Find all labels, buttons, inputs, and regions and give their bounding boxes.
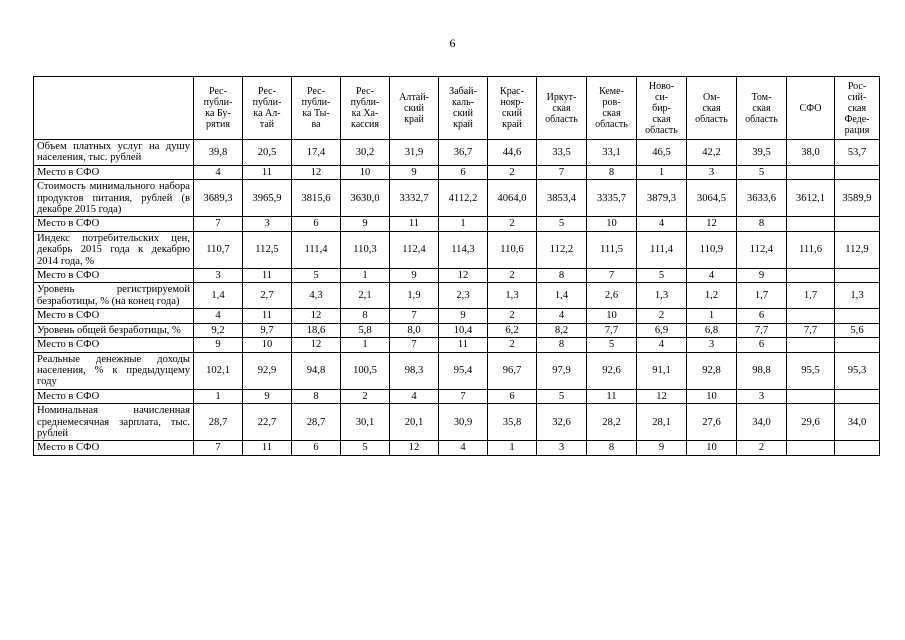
table-cell: 46,5 <box>637 140 687 166</box>
table-cell: 36,7 <box>439 140 488 166</box>
table-cell: 1,4 <box>194 283 243 309</box>
table-cell: 1,4 <box>537 283 587 309</box>
table-cell <box>835 338 880 352</box>
table-cell: 110,3 <box>341 231 390 268</box>
table-cell: 5,8 <box>341 323 390 337</box>
metric-row <box>34 180 880 217</box>
table-cell: 10 <box>687 389 737 403</box>
table-cell: 9 <box>737 269 787 283</box>
table-cell: 28,7 <box>292 404 341 441</box>
table-cell: 1,7 <box>787 283 835 309</box>
table-cell <box>787 217 835 231</box>
table-cell: 7 <box>390 338 439 352</box>
table-cell <box>787 309 835 323</box>
table-cell: 6,2 <box>488 323 537 337</box>
table-cell: 34,0 <box>737 404 787 441</box>
table-cell: 3 <box>537 441 587 455</box>
row-label: Место в СФО <box>34 389 194 403</box>
table-cell: 2 <box>488 309 537 323</box>
table-cell: 4 <box>390 389 439 403</box>
row-label: Индекс потребительских цен, декабрь 2015 года к декабрю 2014 года, % <box>34 231 194 268</box>
table-cell: 110,7 <box>194 231 243 268</box>
table-cell: 10,4 <box>439 323 488 337</box>
column-header: Том- ская область <box>737 77 787 140</box>
table-cell: 7 <box>439 389 488 403</box>
table-cell: 94,8 <box>292 352 341 389</box>
table-cell: 12 <box>687 217 737 231</box>
table-cell: 7 <box>390 309 439 323</box>
table-cell: 8,2 <box>537 323 587 337</box>
table-cell: 12 <box>292 338 341 352</box>
table-cell: 28,2 <box>587 404 637 441</box>
table-cell: 2 <box>737 441 787 455</box>
table-cell: 95,3 <box>835 352 880 389</box>
table-cell <box>835 389 880 403</box>
table-cell: 102,1 <box>194 352 243 389</box>
table-cell: 5 <box>637 269 687 283</box>
table-cell: 22,7 <box>243 404 292 441</box>
table-cell: 1 <box>194 389 243 403</box>
table-cell: 28,7 <box>194 404 243 441</box>
table-cell: 8 <box>292 389 341 403</box>
table-cell: 100,5 <box>341 352 390 389</box>
table-cell: 10 <box>687 441 737 455</box>
table-cell: 30,9 <box>439 404 488 441</box>
table-cell: 3 <box>687 165 737 179</box>
table-cell: 2,1 <box>341 283 390 309</box>
table-cell: 8 <box>537 338 587 352</box>
rank-row <box>34 217 880 231</box>
table-cell: 1 <box>687 309 737 323</box>
row-label: Место в СФО <box>34 165 194 179</box>
table-cell: 3 <box>687 338 737 352</box>
table-cell: 91,1 <box>637 352 687 389</box>
table-cell: 30,1 <box>341 404 390 441</box>
table-cell: 11 <box>243 269 292 283</box>
row-label: Стоимость минимального набора продуктов питания, рублей (в декабре 2015 года) <box>34 180 194 217</box>
header-row <box>34 77 880 140</box>
table-cell: 9 <box>243 389 292 403</box>
table-cell: 33,5 <box>537 140 587 166</box>
table-cell <box>787 389 835 403</box>
table-cell: 4112,2 <box>439 180 488 217</box>
table-cell: 11 <box>243 441 292 455</box>
table-cell: 3853,4 <box>537 180 587 217</box>
table-cell: 98,3 <box>390 352 439 389</box>
table-cell: 4 <box>637 338 687 352</box>
table-cell: 8 <box>341 309 390 323</box>
table-cell <box>787 338 835 352</box>
table-cell: 1,3 <box>835 283 880 309</box>
table-cell: 31,9 <box>390 140 439 166</box>
table-cell: 11 <box>243 309 292 323</box>
table-cell: 9 <box>390 165 439 179</box>
table-cell: 1 <box>637 165 687 179</box>
table-cell <box>835 217 880 231</box>
table-cell: 9 <box>341 217 390 231</box>
table-cell: 8 <box>537 269 587 283</box>
table-cell: 4064,0 <box>488 180 537 217</box>
column-header: Ом- ская область <box>687 77 737 140</box>
table-cell: 34,0 <box>835 404 880 441</box>
column-header: Рес- публи- ка Ха- кассия <box>341 77 390 140</box>
table-cell: 1 <box>488 441 537 455</box>
table-cell: 32,6 <box>537 404 587 441</box>
table-cell: 4 <box>537 309 587 323</box>
table-cell: 6,8 <box>687 323 737 337</box>
table-cell: 95,5 <box>787 352 835 389</box>
column-header: Ново- си- бир- ская область <box>637 77 687 140</box>
table-cell: 111,6 <box>787 231 835 268</box>
table-cell: 2,7 <box>243 283 292 309</box>
table-cell: 1,7 <box>737 283 787 309</box>
table-cell: 2,3 <box>439 283 488 309</box>
table-cell: 8 <box>587 165 637 179</box>
table-cell: 112,5 <box>243 231 292 268</box>
table-cell: 53,7 <box>835 140 880 166</box>
table-cell: 111,4 <box>637 231 687 268</box>
table-cell: 2 <box>637 309 687 323</box>
table-cell: 6 <box>292 217 341 231</box>
table-cell: 35,8 <box>488 404 537 441</box>
statistics-table <box>33 76 880 456</box>
table-cell: 5,6 <box>835 323 880 337</box>
rank-row <box>34 309 880 323</box>
table-cell: 10 <box>587 309 637 323</box>
rank-row <box>34 165 880 179</box>
table-cell: 92,8 <box>687 352 737 389</box>
table-cell: 111,4 <box>292 231 341 268</box>
table-cell: 11 <box>390 217 439 231</box>
table-cell: 92,6 <box>587 352 637 389</box>
table-cell: 11 <box>587 389 637 403</box>
table-cell: 4 <box>439 441 488 455</box>
table-cell: 1,3 <box>637 283 687 309</box>
table-cell <box>835 441 880 455</box>
table-cell: 12 <box>292 165 341 179</box>
table-cell: 7 <box>587 269 637 283</box>
table-cell: 4,3 <box>292 283 341 309</box>
table-cell: 3879,3 <box>637 180 687 217</box>
table-cell: 3 <box>737 389 787 403</box>
row-label: Уровень общей безработицы, % <box>34 323 194 337</box>
page-number: 6 <box>449 36 456 50</box>
rank-row <box>34 338 880 352</box>
rank-row <box>34 269 880 283</box>
table-cell: 3630,0 <box>341 180 390 217</box>
table-cell: 30,2 <box>341 140 390 166</box>
rank-row <box>34 441 880 455</box>
table-cell: 4 <box>194 309 243 323</box>
column-header: Кеме- ров- ская область <box>587 77 637 140</box>
table-cell: 10 <box>587 217 637 231</box>
metric-row <box>34 404 880 441</box>
column-header: СФО <box>787 77 835 140</box>
table-cell: 28,1 <box>637 404 687 441</box>
table-cell: 92,9 <box>243 352 292 389</box>
table-cell: 1,3 <box>488 283 537 309</box>
table-cell: 7 <box>194 441 243 455</box>
table-cell: 7,7 <box>737 323 787 337</box>
table-cell: 4 <box>687 269 737 283</box>
column-header: Крас- нояр- ский край <box>488 77 537 140</box>
table-cell: 114,3 <box>439 231 488 268</box>
table-cell: 3 <box>243 217 292 231</box>
table-cell: 112,4 <box>390 231 439 268</box>
table-cell <box>835 309 880 323</box>
table-cell: 11 <box>243 165 292 179</box>
table-cell: 2 <box>341 389 390 403</box>
metric-row <box>34 352 880 389</box>
table-cell <box>787 165 835 179</box>
table-cell: 3815,6 <box>292 180 341 217</box>
table-cell: 2 <box>488 165 537 179</box>
table-cell: 3612,1 <box>787 180 835 217</box>
row-label: Уровень регистрируемой безработицы, % (на конец года) <box>34 283 194 309</box>
metric-row <box>34 140 880 166</box>
table-cell: 6,9 <box>637 323 687 337</box>
column-header: Рес- публи- ка Бу- рятия <box>194 77 243 140</box>
table-cell: 6 <box>737 309 787 323</box>
table-cell: 3335,7 <box>587 180 637 217</box>
table-cell: 3064,5 <box>687 180 737 217</box>
table-cell <box>787 441 835 455</box>
row-label: Место в СФО <box>34 338 194 352</box>
table-cell: 9 <box>194 338 243 352</box>
table-cell: 18,6 <box>292 323 341 337</box>
row-label: Место в СФО <box>34 309 194 323</box>
table-cell: 7 <box>194 217 243 231</box>
column-header: Рос- сий- ская Феде- рация <box>835 77 880 140</box>
table-cell: 39,8 <box>194 140 243 166</box>
table-cell: 42,2 <box>687 140 737 166</box>
row-label: Объем платных услуг на душу населения, тыс. рублей <box>34 140 194 166</box>
table-cell: 17,4 <box>292 140 341 166</box>
table-cell: 5 <box>537 389 587 403</box>
table-cell: 5 <box>292 269 341 283</box>
table-cell <box>787 269 835 283</box>
table-body <box>34 140 880 456</box>
table-cell: 6 <box>439 165 488 179</box>
table-cell: 33,1 <box>587 140 637 166</box>
column-header: Иркут- ская область <box>537 77 587 140</box>
table-cell: 1,9 <box>390 283 439 309</box>
table-cell: 9 <box>390 269 439 283</box>
table-cell: 95,4 <box>439 352 488 389</box>
row-label: Реальные денежные доходы населения, % к предыдущему году <box>34 352 194 389</box>
table-cell: 5 <box>537 217 587 231</box>
table-cell: 111,5 <box>587 231 637 268</box>
table-cell: 44,6 <box>488 140 537 166</box>
table-cell: 8,0 <box>390 323 439 337</box>
table-cell: 8 <box>587 441 637 455</box>
metric-row <box>34 231 880 268</box>
table-cell: 98,8 <box>737 352 787 389</box>
table-cell: 1 <box>439 217 488 231</box>
table-cell: 20,5 <box>243 140 292 166</box>
table-cell: 2 <box>488 217 537 231</box>
table-cell: 97,9 <box>537 352 587 389</box>
table-cell: 4 <box>194 165 243 179</box>
table-cell: 8 <box>737 217 787 231</box>
table-cell: 2 <box>488 269 537 283</box>
table-cell: 7,7 <box>587 323 637 337</box>
table-cell: 7,7 <box>787 323 835 337</box>
table-cell: 27,6 <box>687 404 737 441</box>
table-cell: 1 <box>341 338 390 352</box>
row-label: Номинальная начисленная среднемесячная зарплата, тыс. рублей <box>34 404 194 441</box>
table-cell: 10 <box>341 165 390 179</box>
table-cell: 3965,9 <box>243 180 292 217</box>
table-cell: 3332,7 <box>390 180 439 217</box>
table-cell: 110,9 <box>687 231 737 268</box>
table-cell: 6 <box>488 389 537 403</box>
table-cell: 20,1 <box>390 404 439 441</box>
table-cell <box>835 269 880 283</box>
table-cell: 38,0 <box>787 140 835 166</box>
table-cell: 12 <box>292 309 341 323</box>
table-cell: 1,2 <box>687 283 737 309</box>
table-cell: 6 <box>737 338 787 352</box>
table-cell: 9,7 <box>243 323 292 337</box>
table-cell: 39,5 <box>737 140 787 166</box>
table-cell: 12 <box>637 389 687 403</box>
metric-row <box>34 323 880 337</box>
row-label: Место в СФО <box>34 269 194 283</box>
table-cell: 3 <box>194 269 243 283</box>
table-cell: 2,6 <box>587 283 637 309</box>
table-cell: 3589,9 <box>835 180 880 217</box>
table-cell: 9 <box>637 441 687 455</box>
column-header: Рес- публи- ка Ал- тай <box>243 77 292 140</box>
table-cell: 7 <box>537 165 587 179</box>
table-cell: 5 <box>341 441 390 455</box>
table-cell: 29,6 <box>787 404 835 441</box>
table-cell: 4 <box>637 217 687 231</box>
table-cell: 112,9 <box>835 231 880 268</box>
table-cell: 1 <box>341 269 390 283</box>
column-header: Забай- каль- ский край <box>439 77 488 140</box>
table-cell: 10 <box>243 338 292 352</box>
table-cell: 9 <box>439 309 488 323</box>
table-cell: 6 <box>292 441 341 455</box>
table-cell: 9,2 <box>194 323 243 337</box>
column-header: Рес- публи- ка Ты- ва <box>292 77 341 140</box>
table-cell: 96,7 <box>488 352 537 389</box>
rank-row <box>34 389 880 403</box>
corner-cell <box>34 77 194 140</box>
table-cell: 112,2 <box>537 231 587 268</box>
table-cell <box>835 165 880 179</box>
table-cell: 3633,6 <box>737 180 787 217</box>
row-label: Место в СФО <box>34 441 194 455</box>
metric-row <box>34 283 880 309</box>
table-cell: 5 <box>737 165 787 179</box>
table-cell: 12 <box>390 441 439 455</box>
row-label: Место в СФО <box>34 217 194 231</box>
table-cell: 110,6 <box>488 231 537 268</box>
table-cell: 2 <box>488 338 537 352</box>
table-cell: 112,4 <box>737 231 787 268</box>
column-header: Алтай- ский край <box>390 77 439 140</box>
table-cell: 11 <box>439 338 488 352</box>
table-cell: 5 <box>587 338 637 352</box>
table-cell: 12 <box>439 269 488 283</box>
table-cell: 3689,3 <box>194 180 243 217</box>
